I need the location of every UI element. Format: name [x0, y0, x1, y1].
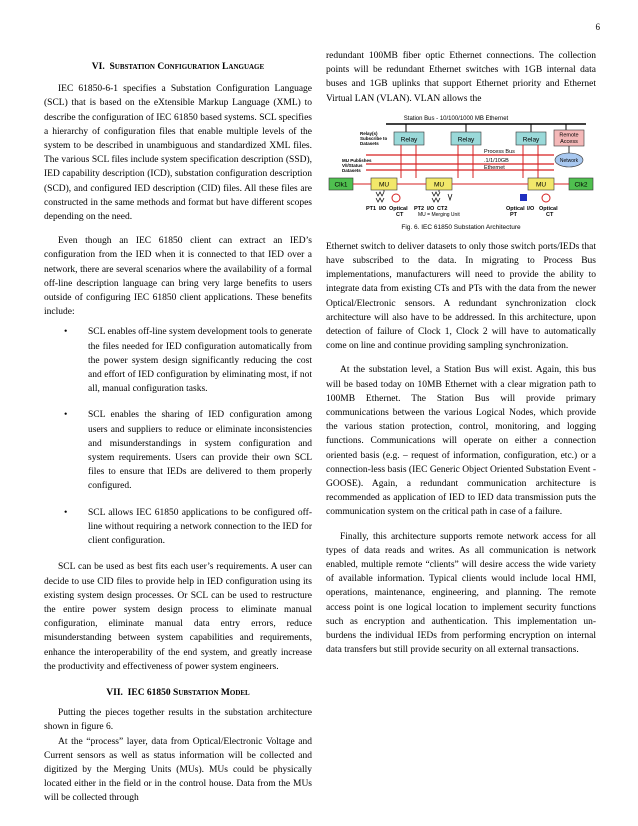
optical-pt-label: PT — [510, 211, 518, 218]
section-7-title: IEC 61850 Substation Model — [127, 687, 250, 698]
optical-ct-label: CT — [546, 211, 554, 218]
speed-label: .1/1/10GB — [484, 157, 509, 164]
relay-links — [401, 145, 538, 178]
clk2-label: Clk2 — [574, 181, 588, 189]
relay-label: Relay — [457, 136, 475, 144]
list-item — [44, 408, 312, 493]
network-label: Network — [559, 157, 579, 164]
paragraph: SCL can be used as best fits each user’s requirements. A user can decide to use CID files to provide help in IED configuration using its existing system design processes. Or SCL can be used to restructure the entire power system design process to eliminate manual configuration, eliminate manual data entry errors, reduce misunderstanding between system capabilities and requirements, enhance the interoperability of the end system, and greatly increase the productivity and effectiveness of power system engineers. — [44, 562, 312, 672]
page-number: 6 — [595, 22, 600, 32]
ethernet-label: Ethernet — [484, 164, 505, 171]
pt2-label: PT2 — [414, 205, 425, 212]
list-item — [44, 506, 312, 549]
relay-label: Relay — [400, 136, 418, 144]
bullet-icon: • — [64, 410, 68, 421]
clock-2 — [569, 178, 593, 190]
station-bus-label: Station Bus - 10/100/1000 MB Ethernet — [403, 115, 509, 122]
relay-box — [516, 132, 546, 145]
process-bus-lines — [366, 155, 554, 170]
figure-caption: Fig. 6. IEC 61850 Substation Architecture — [401, 223, 521, 231]
remote-access-label: Remote — [559, 132, 579, 139]
architecture-diagram — [326, 112, 596, 234]
remote-access-label: Access — [560, 138, 578, 145]
right-column — [326, 49, 596, 658]
paragraph: Ethernet switch to deliver datasets to only those switch ports/IEDs that have subscribed to the data. In migrating to Process Bus implementations, manufacturers will need to provide the ability to integrate data from existing CTs and PTs with the data from the newer Optical/Electronic sensors. A redundant synchronization clock architecture will also have to be addressed. In this architecture, upon detection of failure of Clock 1, Clock 2 will have to automatically come on line and continue providing sampling synchronization. — [326, 241, 596, 352]
bullet-icon: • — [64, 327, 68, 338]
clk1-label: Clk1 — [334, 181, 348, 189]
sensor-labels — [366, 206, 558, 218]
list-item-text: SCL enables the sharing of IED configuration among users and suppliers to reduce or eliminate inconsistencies and misunderstandings in system configuration and system requirements. Users can provide their own SCL files to ensure that IEDs are delivered to them properly configured. — [88, 410, 312, 492]
relays-note: Datasets — [360, 140, 379, 146]
merging-unit — [371, 178, 397, 190]
section-6-numeral: VI. — [91, 62, 105, 72]
section-7-heading — [44, 686, 312, 700]
paragraph: Even though an IEC 61850 client can extract an IED’s configuration from the IED when it is connected to that IED over a network, there are several scenarios where the availability of a formal off-line description language can bring very large benefits to users outside of configuring IEC 61850 client applications. These benefits include: — [44, 236, 312, 318]
relay-label: Relay — [522, 136, 540, 144]
io-label: I/O — [379, 205, 387, 212]
section-6-heading — [44, 60, 312, 74]
mu-label: MU — [433, 181, 445, 189]
clock-1 — [329, 178, 353, 190]
relay-box — [451, 132, 481, 145]
ct2-label: CT2 — [437, 205, 448, 212]
paragraph: redundant 100MB fiber optic Ethernet connections. The collection points will be redundant Ethernet switches with 1GB internal data buses and 1GB uplinks that support Ethernet priority and Ethernet Virtual LAN (VLAN). VLAN allows the — [326, 51, 596, 104]
mu-note: V/I/Status — [342, 162, 363, 168]
figure-6 — [326, 112, 596, 234]
network-cloud — [555, 153, 583, 167]
section-6-title: Substation Configuration Language — [109, 62, 265, 72]
merging-unit — [426, 178, 452, 190]
paragraph: IEC 61850-6-1 specifies a Substation Configuration Language (SCL) that is based on the eXtensible Markup Language (XML) to describe the configuration of IEC 61850 based systems. SCL specifies a hierarchy of configuration files that enable multiple levels of the system to be described in unambiguous and standardized XML files. The various SCL files include system specification description (SSD), IED capability description (ICD), substation configuration description (SCD), and configured IED description (CID) files. All these files are constructed in the same methods and format but have different scopes depending on the need. — [44, 84, 312, 223]
optical-pt-symbol — [520, 194, 527, 201]
optical-pt-label: Optical — [506, 205, 525, 212]
process-bus-label: Process Bus — [484, 148, 515, 155]
list-item-text: SCL allows IEC 61850 applications to be configured off-line without requiring a network connection to the IED for client configuration. — [88, 507, 312, 547]
paragraph: Putting the pieces together results in the substation architecture shown in figure 6. — [44, 708, 312, 733]
paragraph: At the substation level, a Station Bus will exist. Again, this bus will be based today on 10MB Ethernet with a clear migration path to 100MB Ethernet. The Station Bus will provide primary communications between the various Logical Nodes, which provide the various station protection, control, monitoring, and logging functions. Communications will operate on either a connection oriented basis (e.g. – request of information, configuration, etc.) or a connection-less basis (IEC Generic Object Oriented Substation Event - GOOSE). Again, a redundant communication architecture is recommended as application of IED to IED data transmission puts the communication system on the critical path in case of a failure. — [326, 365, 596, 518]
optical-ct-label: Optical — [539, 205, 558, 212]
left-column — [44, 60, 312, 806]
optical-ct-symbol — [392, 194, 400, 202]
relays-note: Relay(s) — [360, 130, 378, 136]
mu-note: Datasets — [342, 167, 361, 173]
sensor-symbols — [376, 190, 452, 202]
list-item — [44, 325, 312, 396]
mu-label: MU — [378, 181, 390, 189]
io-label: I/O — [427, 205, 435, 212]
relays-note: Subscribe to — [360, 135, 388, 141]
pt1-label: PT1 — [366, 205, 377, 212]
merging-unit — [528, 178, 554, 190]
mu-label: MU — [535, 181, 547, 189]
relay-box — [394, 132, 424, 145]
remote-access-box — [554, 130, 584, 146]
mu-note: MU Publishes — [342, 157, 372, 163]
optical-ct-symbol — [542, 194, 550, 202]
optical-ct-label: Optical — [389, 205, 408, 212]
optical-ct-label: CT — [396, 211, 404, 218]
paragraph: At the “process” layer, data from Optical/Electronic Voltage and Current sensors as well as status information will be collected and digitized by the Merging Units (MUs). MUs could be physically located either in the field or in the control house. Data from the MUs will be collected through — [44, 736, 312, 804]
io-label: I/O — [527, 205, 535, 212]
list-item-text: SCL enables off-line system development tools to generate the files needed for IED configuration automatically from the power system design significantly reducing the cost and effort of IED configuration by eliminating most, if not all, manual configuration tasks. — [88, 327, 312, 395]
paragraph: Finally, this architecture supports remote network access for all types of data reads and writes. As all communication is network enabled, multiple remote “clients” will desire access the wide variety of available information. Typical clients would include local HMI, operations, maintenance, engineering, and planning. The remote access point is one logical location to implement security functions such as encryption and authentication. This implementation un-burdens the individual IEDs from performing encryption on internal data transfers but still provide security on all external transactions. — [326, 531, 596, 656]
benefits-list — [44, 325, 312, 548]
section-7-numeral: VII. — [106, 687, 123, 698]
mu-definition: MU = Merging Unit — [418, 211, 460, 218]
bullet-icon: • — [64, 507, 68, 518]
